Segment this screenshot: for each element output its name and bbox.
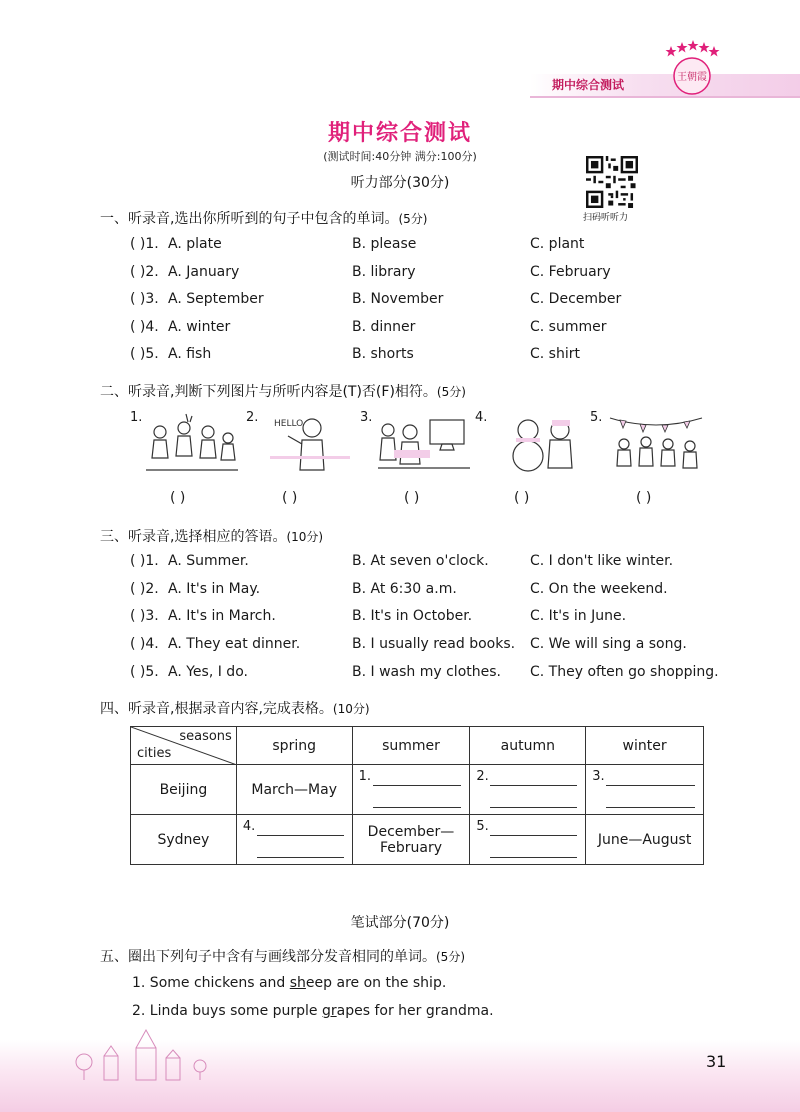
written-part-title: 笔试部分(70分) [350, 915, 450, 931]
section-5-title: 五、圈出下列句子中含有与画线部分发音相同的单词。(5分) [100, 949, 465, 965]
table-cell: March—May [236, 765, 352, 815]
table-cell: June—August [586, 815, 704, 865]
table-header: winter [586, 727, 704, 765]
question-1: 1. Some chickens and sheep are on the ship. [132, 975, 447, 991]
answer-paren[interactable]: ( ) [282, 490, 298, 506]
answer-paren[interactable]: ( ) [636, 490, 652, 506]
list-item: ( )3. A. It's in March. B. It's in October. C. It's in June. [130, 608, 627, 624]
page-title: 期中综合测试 [327, 121, 472, 146]
section-1-title: 一、听录音,选出你所听到的句子中包含的单词。(5分) [100, 211, 428, 227]
question-2: 2. Linda buys some purple grapes for her grandma. [132, 1003, 494, 1019]
snowman-illustration [492, 410, 592, 476]
answer-paren[interactable]: ( ) [404, 490, 420, 506]
family-tv-illustration [374, 410, 474, 476]
section-3-title: 三、听录音,选择相应的答语。(10分) [100, 529, 324, 545]
table-header: autumn [470, 727, 586, 765]
list-item: ( )4. A. winter B. dinner C. summer [130, 319, 607, 335]
picture-number: 1. [130, 410, 143, 425]
list-item: ( )4. A. They eat dinner. B. I usually read books. C. We will sing a song. [130, 636, 687, 652]
qr-caption: 扫码听听力 [583, 213, 629, 223]
picture-number: 5. [590, 410, 603, 425]
list-item: ( )5. A. Yes, I do. B. I wash my clothes. C. They often go shopping. [130, 664, 719, 680]
answer-blank[interactable]: 4. [236, 815, 352, 865]
list-item: ( )1. A. Summer. B. At seven o'clock. C. I don't like winter. [130, 553, 674, 569]
test-info: (测试时间:40分钟 满分:100分) [323, 150, 477, 163]
picture-number: 3. [360, 410, 373, 425]
publisher-badge-icon [660, 38, 722, 100]
table-header: spring [236, 727, 352, 765]
list-item: ( )3. A. September B. November C. December [130, 291, 622, 307]
header-label: 期中综合测试 [552, 78, 625, 92]
list-item: ( )5. A. fish B. shorts C. shirt [130, 346, 580, 362]
list-item: ( )2. A. January B. library C. February [130, 264, 611, 280]
answer-blank[interactable]: 5. [470, 815, 586, 865]
table-cell: December— February [352, 815, 470, 865]
table-cell-city: Beijing [131, 765, 237, 815]
answer-blank[interactable]: 3. [586, 765, 704, 815]
boy-waving-illustration [262, 410, 362, 476]
answer-paren[interactable]: ( ) [170, 490, 186, 506]
picture-number: 4. [475, 410, 488, 425]
table-header: summer [352, 727, 470, 765]
list-item: ( )2. A. It's in May. B. At 6:30 a.m. C. On the weekend. [130, 581, 668, 597]
seasons-table [130, 726, 704, 865]
section-2-title: 二、听录音,判断下列图片与所听内容是(T)否(F)相符。(5分) [100, 384, 466, 400]
qr-code-icon[interactable] [586, 156, 638, 208]
listening-part-title: 听力部分(30分) [350, 175, 450, 191]
answer-blank[interactable]: 2. [470, 765, 586, 815]
picture-number: 2. [246, 410, 259, 425]
section-4-title: 四、听录音,根据录音内容,完成表格。(10分) [100, 701, 370, 717]
table-cell-city: Sydney [131, 815, 237, 865]
svg-text:王朝霞: 王朝霞 [677, 72, 707, 83]
answer-blank[interactable]: 1. [352, 765, 470, 815]
table-corner-cell: seasons cities [131, 727, 237, 765]
kids-playing-illustration [142, 410, 242, 476]
svg-text:HELLO: HELLO [274, 419, 304, 429]
list-item: ( )1. A. plate B. please C. plant [130, 236, 585, 252]
answer-paren[interactable]: ( ) [514, 490, 530, 506]
castle-decoration-icon [70, 1022, 220, 1082]
page-number: 31 [706, 1052, 727, 1071]
party-illustration [606, 410, 706, 476]
